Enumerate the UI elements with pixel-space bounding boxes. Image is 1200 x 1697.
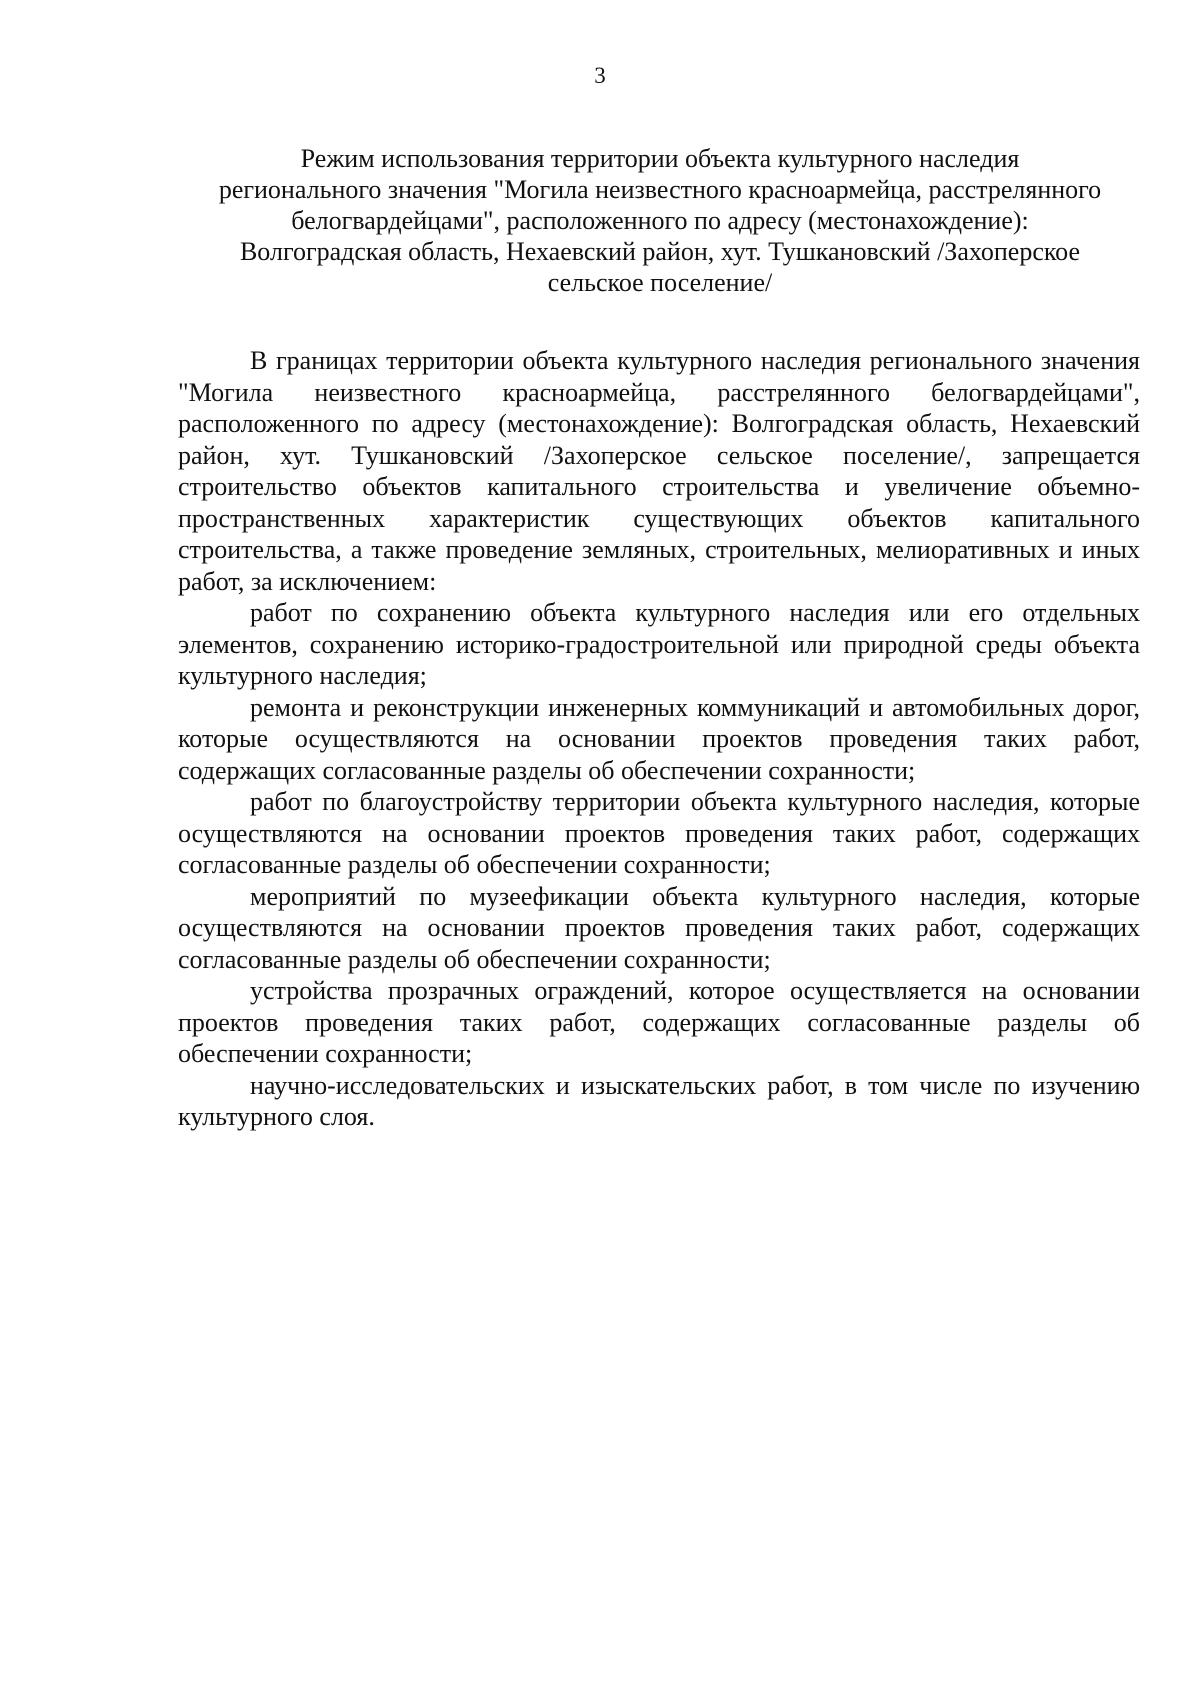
title-line: Режим использования территории объекта культурного наследия [300,144,1020,173]
title-line: Волгоградская область, Нехаевский район, хут. Тушкановский /Захоперское [239,237,1081,266]
body-paragraph: устройства прозрачных ограждений, которое осуществляется на основании проектов проведения таких работ, содержащих согласованные разделы об обеспечении сохранности; [178,976,1140,1068]
body-paragraph: работ по благоустройству территории объекта культурного наследия, которые осуществляются на основании проектов проведения таких работ, содержащих согласованные разделы об обеспечении сохранности; [178,787,1140,879]
document-body [178,345,1140,1133]
title-line: сельское поселение/ [547,268,773,297]
page-number: 3 [594,63,606,88]
body-paragraph: работ по сохранению объекта культурного наследия или его отдельных элементов, сохранению историко-градостроительной или природной среды объекта культурного наследия; [178,598,1140,690]
body-paragraph: В границах территории объекта культурного наследия регионального значения "Могила неизвестного красноармейца, расстрелянного белогвардейцами", расположенного по адресу (местонахождение): Волгоградская область, Нехаевский район, хут. Тушкановский /Захоперское сельское поселение/, запрещается строительство объектов капитального строительства и увеличение объемно-пространственных характеристик существующих объектов капитального строительства, а также проведение земляных, строительных, мелиоративных и иных работ, за исключением: [178,346,1140,596]
body-paragraph: ремонта и реконструкции инженерных коммуникаций и автомобильных дорог, которые осуществляются на основании проектов проведения таких работ, содержащих согласованные разделы об обеспечении сохранности; [178,692,1140,785]
body-paragraph: мероприятий по музеефикации объекта культурного наследия, которые осуществляются на основании проектов проведения таких работ, содержащих согласованные разделы об обеспечении сохранности; [178,881,1140,974]
title-line: регионального значения "Могила неизвестного красноармейца, расстрелянного [218,175,1102,204]
document-title [170,143,1150,298]
title-line: белогвардейцами", расположенного по адресу (местонахождение): [291,206,1029,235]
body-paragraph: научно-исследовательских и изыскательских работ, в том числе по изучению культурного слоя. [178,1070,1140,1131]
